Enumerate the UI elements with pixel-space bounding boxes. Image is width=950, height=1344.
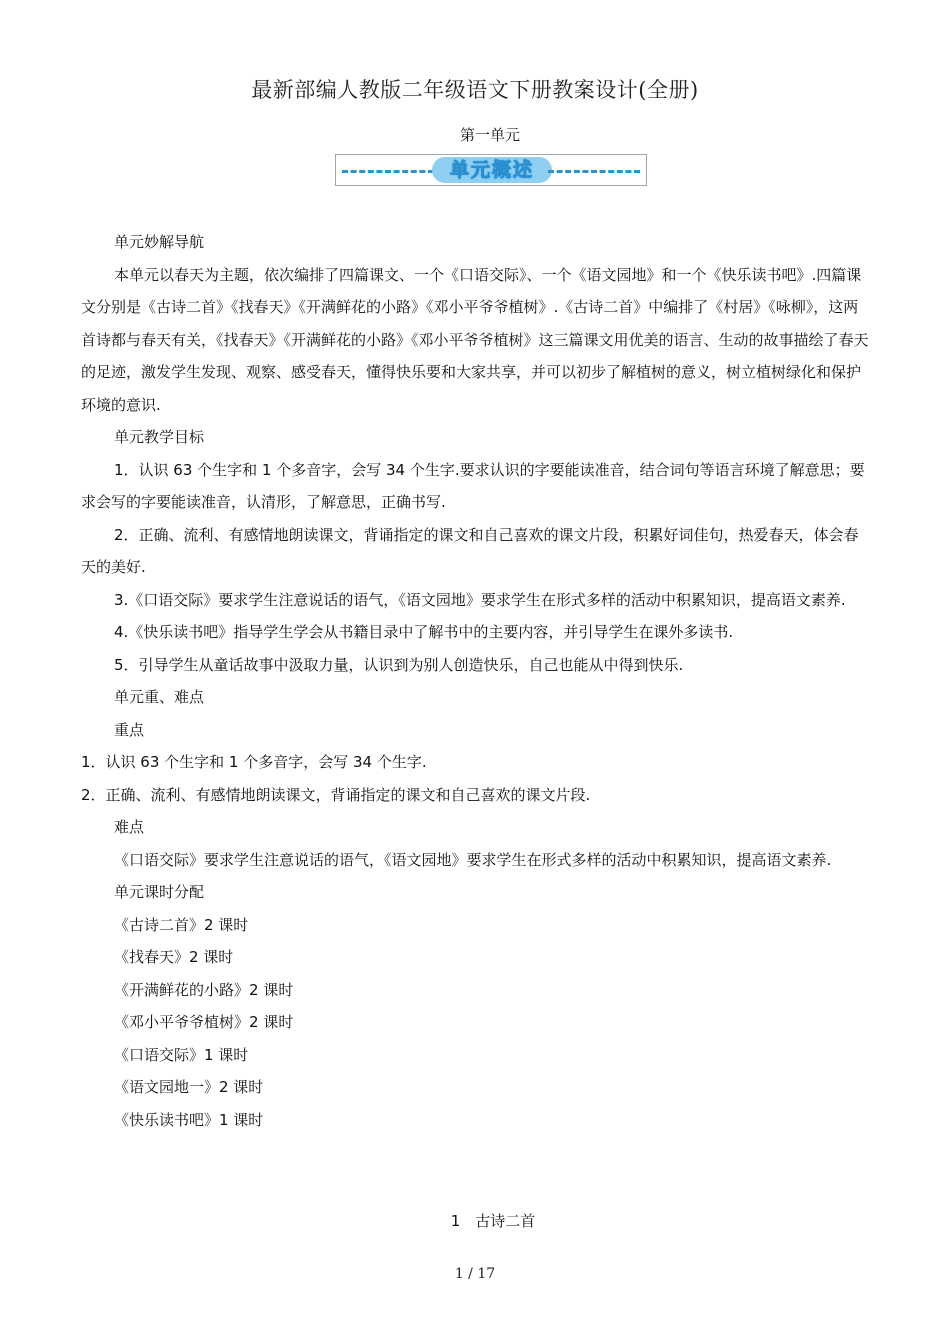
key-point-item: 2．正确、流利、有感情地朗读课文，背诵指定的课文和自己喜欢的课文片段.: [81, 785, 591, 804]
goal-item: 1．认识 63 个生字和 1 个多音字，会写 34 个生字.要求认识的字要能读准音，结合词句等语言环境了解意思；要求会写的字要能读准音，认清形，了解意思，正确书写.: [81, 460, 865, 511]
lesson-allocation-item: 《开满鲜花的小路》2 课时: [114, 980, 294, 999]
subheading-key-points: 重点: [114, 720, 145, 739]
lesson-allocation-item: 《口语交际》1 课时: [114, 1045, 249, 1064]
lesson-allocation-item: 《语文园地一》2 课时: [114, 1078, 264, 1096]
section-heading-teaching-goals: 单元教学目标: [114, 428, 205, 446]
section-heading-lesson-allocation: 单元课时分配: [114, 883, 205, 901]
lesson-allocation-item: 《古诗二首》2 课时: [114, 915, 249, 934]
goal-item: 2．正确、流利、有感情地朗读课文，背诵指定的课文和自己喜欢的课文片段，积累好词佳句，热爱春天，体会春天的美好.: [81, 525, 859, 576]
subheading-difficulties: 难点: [114, 818, 145, 836]
section-heading-navigation: 单元妙解导航: [114, 233, 205, 251]
goal-item: 3.《口语交际》要求学生注意说话的语气，《语文园地》要求学生在形式多样的活动中积累知识，提高语文素养.: [114, 590, 846, 609]
unit-introduction-paragraph: 本单元以春天为主题，依次编排了四篇课文、一个《口语交际》、一个《语文园地》和一个《快乐读书吧》.四篇课文分别是《古诗二首》《找春天》《开满鲜花的小路》《邓小平爷爷植树》.《古诗二首》中编排了《村居》《咏柳》，这两首诗都与春天有关，《找春天》《开满鲜花的小路》《邓小平爷爷植树》这三篇课文用优美的语言、生动的故事描绘了春天的足迹，激发学生发现、观察、感受春天，懂得快乐要和大家共享，并可以初步了解植树的意义，树立植树绿化和保护环境的意识.: [81, 265, 869, 414]
unit-overview-banner: [335, 154, 647, 186]
banner-dashed-line-left: [342, 170, 434, 173]
lesson-allocation-item: 《邓小平爷爷植树》2 课时: [114, 1013, 294, 1031]
goal-item: 5．引导学生从童话故事中汲取力量，认识到为别人创造快乐，自己也能从中得到快乐.: [114, 655, 684, 674]
goal-item: 4.《快乐读书吧》指导学生学会从书籍目录中了解书中的主要内容，并引导学生在课外多读书.: [114, 623, 734, 641]
banner-dashed-line-right: [548, 170, 640, 173]
difficulty-paragraph: 《口语交际》要求学生注意说话的语气，《语文园地》要求学生在形式多样的活动中积累知识，提高语文素养.: [114, 850, 832, 869]
banner-label: 单元概述: [432, 157, 552, 183]
page-number: 1 / 17: [454, 1266, 496, 1282]
document-title: 最新部编人教版二年级语文下册教案设计(全册): [251, 78, 699, 102]
key-point-item: 1．认识 63 个生字和 1 个多音字，会写 34 个生字.: [81, 753, 427, 771]
section-heading-key-points: 单元重、难点: [114, 688, 205, 706]
lesson-allocation-item: 《找春天》2 课时: [114, 948, 234, 966]
lesson-title: 1 古诗二首: [450, 1212, 536, 1230]
document-body: [81, 226, 873, 1136]
lesson-allocation-item: 《快乐读书吧》1 课时: [114, 1110, 264, 1129]
unit-heading: 第一单元: [459, 126, 520, 144]
